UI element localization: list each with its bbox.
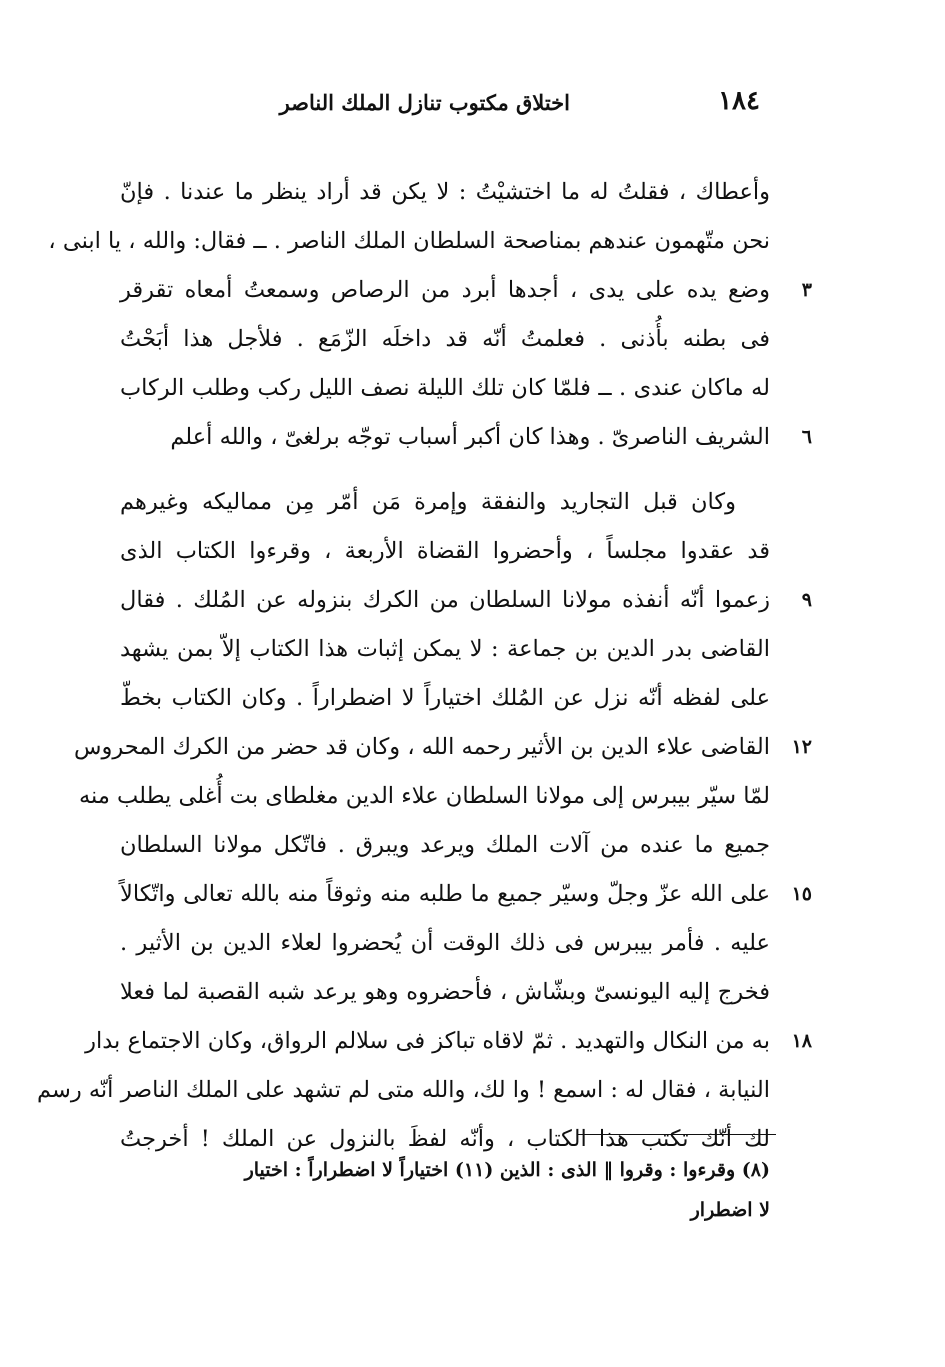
text-line-content: القاضى علاء الدين بن الأثير رحمه الله ، وكان قد حضر من الكرك المحروس	[74, 734, 770, 760]
text-line	[120, 478, 770, 527]
text-line-content: جميع ما عنده من آلات الملك ويرعد ويبرق . فاتّكل مولانا السلطان	[120, 832, 770, 858]
text-line	[78, 772, 770, 821]
footnote	[120, 1150, 770, 1230]
text-line	[120, 576, 812, 625]
text-line-content: قد عقدوا مجلساً ، وأحضروا القضاة الأربعة ، وقرءوا الكتاب الذى	[120, 538, 770, 564]
text-line-content: وأعطاك ، فقلتُ له ما اختشيْتُ : لا يكن قد أراد ينظر ما عندنا . فإنّ	[120, 179, 770, 205]
text-line-content: فخرج إليه اليونسىّ وبشّاش ، فأحضروه وهو يرعد شبه القصبة لما فعلا	[120, 979, 770, 1005]
text-line-content: النيابة ، فقال له : اسمع ! وا لك، والله متى لم تشهد على الملك الناصر أنّه رسم	[37, 1077, 770, 1103]
text-line-content: به من النكال والتهديد . ثمّ لاقاه تباكز فى سلالم الرواق، وكان الاجتماع بدار	[85, 1028, 770, 1054]
page-number: ١٨٤	[718, 86, 760, 116]
text-line	[120, 968, 770, 1017]
text-line-content: لمّا سيّر بيبرس إلى مولانا السلطان علاء الدين مغلطاى بت أُغلى يطلب منه	[78, 783, 770, 809]
text-line	[48, 217, 770, 266]
text-line	[120, 821, 770, 870]
running-title: اختلاق مكتوب تنازل الملك الناصر	[279, 90, 570, 115]
footnote-line: لا اضطرار	[690, 1199, 770, 1221]
text-line-content: وضع يده على يدى ، أجدها أبرد من الرصاص وسمعتُ أمعاه تقرقر	[120, 277, 770, 303]
text-line	[120, 527, 770, 576]
line-number: ٣	[801, 279, 812, 301]
text-line	[120, 266, 812, 315]
text-line	[120, 625, 770, 674]
footnote-divider	[578, 1134, 776, 1135]
paragraph-gap	[120, 462, 770, 478]
text-line-content: فى بطنه بأُذنى . فعلمتُ أنّه قد داخلَه الزّمَع . فلأجل هذا أبَحْتُ	[120, 326, 770, 352]
text-line-content: الشريف الناصرىّ . وهذا كان أكبر أسباب توجّه برلغىّ ، والله أعلم	[170, 424, 770, 450]
text-line	[37, 1066, 770, 1115]
text-line	[120, 315, 770, 364]
text-line-content: على الله عزّ وجلّ وسيّر جميع ما طلبه منه وثوقاً منه بالله تعالى واتّكالاً	[120, 881, 770, 907]
line-number: ٦	[801, 426, 812, 448]
text-line	[120, 413, 812, 462]
text-line	[120, 674, 770, 723]
text-line	[120, 919, 770, 968]
text-line-content: نحن متّهمون عندهم بمناصحة السلطان الملك الناصر . ــ فقال: والله ، يا ابنى ،	[48, 228, 770, 254]
text-line-content: وكان قبل التجاريد والنفقة وإمرة مَن أمّر مِن مماليكه وغيرهم	[120, 489, 736, 515]
text-line	[120, 364, 770, 413]
text-line	[120, 168, 770, 217]
text-line-content: له ماكان عندى . ــ فلمّا كان تلك الليلة نصف الليل ركب وطلب الركاب	[120, 375, 770, 401]
line-number: ١٥	[791, 883, 812, 905]
text-line	[85, 1017, 812, 1066]
line-number: ١٨	[791, 1030, 812, 1052]
text-line-content: على لفظه أنّه نزل عن المُلك اختياراً لا اضطراراً . وكان الكتاب بخطّ	[120, 685, 770, 711]
line-number: ١٢	[791, 736, 812, 758]
text-line	[120, 870, 812, 919]
text-line	[74, 723, 812, 772]
line-number: ٩	[801, 589, 812, 611]
text-line-content: عليه . فأمر بيبرس فى ذلك الوقت أن يُحضروا لعلاء الدين بن الأثير .	[120, 930, 770, 956]
footnote-line: (٨) وقرءوا : وقروا ‖ الذى : الذين (١١) اختياراً لا اضطراراً : اختيار	[244, 1159, 770, 1181]
text-line-content: القاضى بدر الدين بن جماعة : لا يمكن إثبات هذا الكتاب إلاّ بمن يشهد	[120, 636, 770, 662]
text-line-content: لك أنّك تكتب هذا الكتاب ، وأنّه لفظَ بالنزول عن الملك ! أخرجتُ	[120, 1126, 770, 1152]
main-text	[37, 168, 812, 1164]
page-header	[279, 86, 770, 126]
text-line-content: زعموا أنّه أنفذه مولانا السلطان من الكرك بنزوله عن المُلك . فقال	[120, 587, 770, 613]
